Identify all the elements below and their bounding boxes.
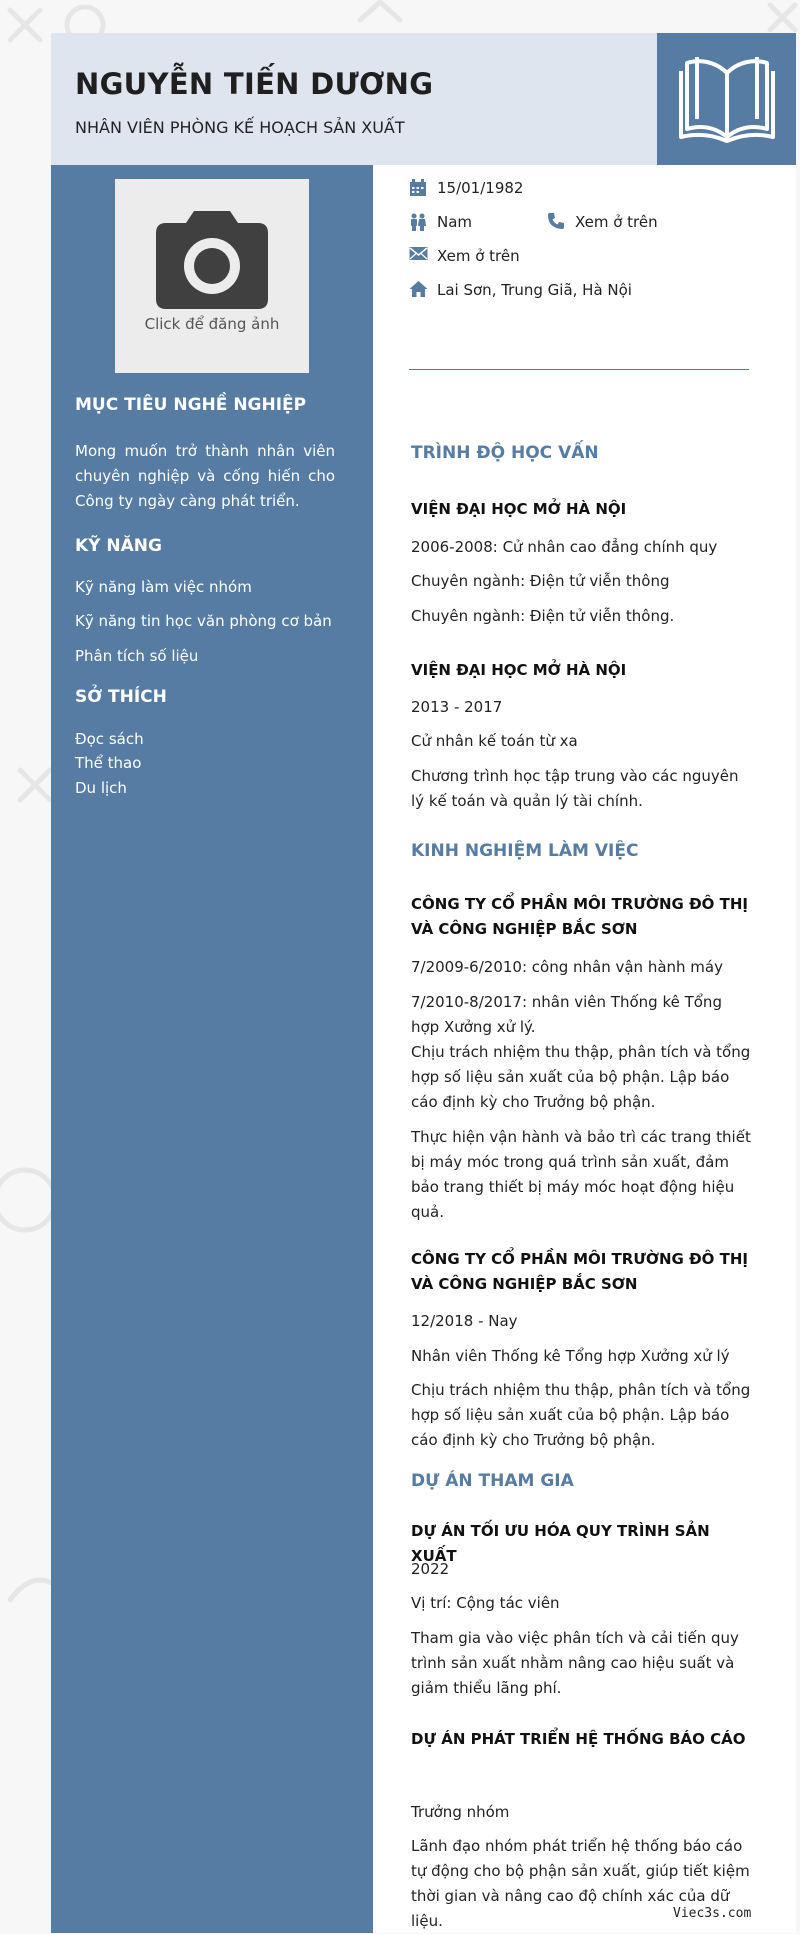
projects-title: DỰ ÁN THAM GIA: [411, 1471, 574, 1491]
calendar-icon: [409, 179, 427, 197]
address: Lai Sơn, Trung Giã, Hà Nội: [437, 281, 632, 299]
education-line: Cử nhân kế toán từ xa: [411, 732, 578, 750]
objective-text: Mong muốn trở thành nhân viên chuyên nghiệp và cống hiến cho Công ty ngày càng phát triển.: [75, 442, 335, 510]
project-name: DỰ ÁN TỐI ƯU HÓA QUY TRÌNH SẢN XUẤT: [411, 1522, 710, 1565]
logo-box: [657, 33, 796, 165]
phone-icon: [547, 212, 565, 230]
divider: [409, 369, 749, 370]
company-name: CÔNG TY CỔ PHẦN MÔI TRƯỜNG ĐÔ THỊ VÀ CÔNG NGHIỆP BẮC SƠN: [411, 1250, 748, 1293]
experience-title: KINH NGHIỆM LÀM VIỆC: [411, 841, 639, 861]
project-line: Vị trí: Cộng tác viên: [411, 1594, 560, 1612]
hobby-item: Đọc sách: [75, 730, 144, 748]
education-line: Chuyên ngành: Điện tử viễn thông.: [411, 607, 675, 625]
company-name: CÔNG TY CỔ PHẦN MÔI TRƯỜNG ĐÔ THỊ VÀ CÔNG NGHIỆP BẮC SƠN: [411, 895, 748, 938]
skill-item: Phân tích số liệu: [75, 647, 199, 665]
phone: Xem ở trên: [575, 213, 658, 231]
project-name: DỰ ÁN PHÁT TRIỂN HỆ THỐNG BÁO CÁO: [411, 1730, 746, 1748]
photo-caption: Click để đăng ảnh: [144, 315, 280, 333]
cv-header: [51, 33, 657, 165]
home-icon: [409, 280, 428, 298]
school-name: VIỆN ĐẠI HỌC MỞ HÀ NỘI: [411, 500, 627, 518]
birthday: 15/01/1982: [437, 179, 524, 197]
project-line: Tham gia vào việc phân tích và cải tiến quy trình sản xuất nhằm nâng cao hiệu suất và giảm thiểu lãng phí.: [411, 1629, 739, 1697]
hobbies-title: SỞ THÍCH: [75, 687, 167, 707]
hobby-item: Thể thao: [75, 754, 142, 772]
education-line: Chương trình học tập trung vào các nguyên lý kế toán và quản lý tài chính.: [411, 767, 739, 810]
project-line: 2022: [411, 1560, 450, 1578]
skill-item: Kỹ năng làm việc nhóm: [75, 578, 252, 596]
skill-item: Kỹ năng tin học văn phòng cơ bản: [75, 612, 332, 630]
experience-line: Thực hiện vận hành và bảo trì các trang thiết bị máy móc trong quá trình sản xuất, đảm bảo trang thiết bị máy móc hoạt động hiệu quả.: [411, 1128, 751, 1221]
experience-line: 7/2009-6/2010: công nhân vận hành máy: [411, 958, 723, 976]
education-line: 2013 - 2017: [411, 698, 503, 716]
objective-title: MỤC TIÊU NGHỀ NGHIỆP: [75, 395, 307, 415]
photo-upload[interactable]: [115, 179, 309, 373]
camera-icon: [154, 207, 270, 311]
education-line: 2006-2008: Cử nhân cao đẳng chính quy: [411, 538, 718, 556]
school-name: VIỆN ĐẠI HỌC MỞ HÀ NỘI: [411, 661, 627, 679]
gender: Nam: [437, 213, 473, 231]
watermark: Viec3s.com: [673, 1906, 752, 1921]
skills-title: KỸ NĂNG: [75, 536, 162, 556]
sidebar: [51, 165, 373, 1933]
experience-line: 12/2018 - Nay: [411, 1312, 518, 1330]
education-title: TRÌNH ĐỘ HỌC VẤN: [411, 443, 599, 463]
cv-page: [51, 33, 796, 1933]
experience-line: 7/2010-8/2017: nhân viên Thống kê Tổng hợp Xưởng xử lý.: [411, 993, 722, 1036]
open-book-icon: [679, 53, 775, 143]
hobby-item: Du lịch: [75, 779, 127, 797]
candidate-name: NGUYỄN TIẾN DƯƠNG: [75, 67, 434, 101]
email: Xem ở trên: [437, 247, 520, 265]
education-line: Chuyên ngành: Điện tử viễn thông: [411, 572, 670, 590]
job-title: NHÂN VIÊN PHÒNG KẾ HOẠCH SẢN XUẤT: [75, 118, 405, 137]
project-line: Lãnh đạo nhóm phát triển hệ thống báo cáo tự động cho bộ phận sản xuất, giúp tiết kiệm thời gian và nâng cao độ chính xác của dữ liệu.: [411, 1837, 750, 1930]
experience-line: Chịu trách nhiệm thu thập, phân tích và tổng hợp số liệu sản xuất của bộ phận. Lập báo cáo định kỳ cho Trưởng bộ phận.: [411, 1043, 751, 1111]
email-icon: [409, 246, 428, 262]
experience-line: Chịu trách nhiệm thu thập, phân tích và tổng hợp số liệu sản xuất của bộ phận. Lập báo cáo định kỳ cho Trưởng bộ phận.: [411, 1381, 751, 1449]
gender-icon: [409, 213, 427, 231]
project-line: Trưởng nhóm: [411, 1803, 510, 1821]
experience-line: Nhân viên Thống kê Tổng hợp Xưởng xử lý: [411, 1347, 730, 1365]
